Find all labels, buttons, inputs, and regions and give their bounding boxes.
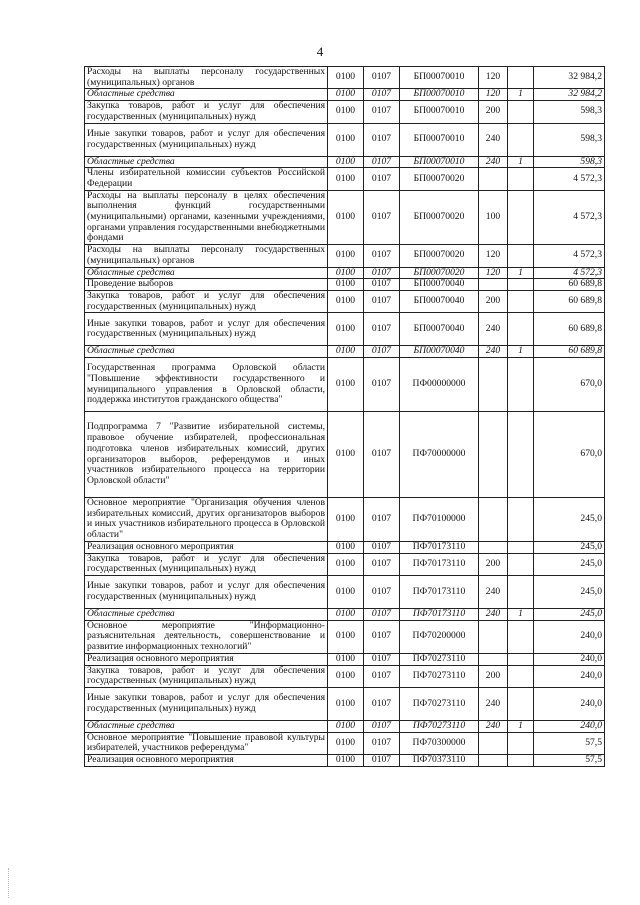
budget-table-body: [85, 67, 605, 767]
row-amount-cell: 245,0: [534, 498, 605, 542]
row-amount-cell: 245,0: [534, 553, 605, 575]
table-row: [85, 245, 605, 267]
row-name-cell: Областные средства: [85, 346, 328, 358]
row-flag-cell: [508, 101, 534, 123]
row-subsection-cell: 0107: [364, 665, 400, 687]
table-row: [85, 101, 605, 123]
row-article-cell: ПФ70373110: [400, 755, 479, 767]
row-amount-cell: 598,3: [534, 156, 605, 168]
table-row: [85, 608, 605, 620]
row-amount-cell: 4 572,3: [534, 168, 605, 190]
row-subsection-cell: 0107: [364, 89, 400, 101]
row-expense-type-cell: 240: [479, 575, 508, 608]
row-name-cell: Областные средства: [85, 156, 328, 168]
row-subsection-cell: 0107: [364, 168, 400, 190]
page-number: 4: [316, 44, 324, 59]
table-row: [85, 290, 605, 312]
row-section-cell: 0100: [328, 267, 364, 279]
row-amount-cell: 60 689,8: [534, 346, 605, 358]
table-row: [85, 346, 605, 358]
row-name-cell: Расходы на выплаты персоналу государственных (муниципальных) органов: [85, 67, 328, 89]
row-article-cell: ПФ70273110: [400, 653, 479, 665]
row-name-cell: Областные средства: [85, 267, 328, 279]
row-flag-cell: [508, 358, 534, 412]
table-row: [85, 755, 605, 767]
row-section-cell: 0100: [328, 358, 364, 412]
row-article-cell: БП00070040: [400, 290, 479, 312]
row-name-cell: Члены избирательной комиссии субъектов Российской Федерации: [85, 168, 328, 190]
row-name-cell: Закупка товаров, работ и услуг для обеспечения государственных (муниципальных) нужд: [85, 665, 328, 687]
row-amount-cell: 245,0: [534, 541, 605, 553]
row-name-cell: Основное мероприятие "Повышение правовой культуры избирателей, участников референдума": [85, 732, 328, 754]
row-expense-type-cell: [479, 358, 508, 412]
row-section-cell: 0100: [328, 498, 364, 542]
table-row: [85, 313, 605, 346]
row-name-cell: Государственная программа Орловской области "Повышение эффективности государственного и муниципального управления в Орловской области, поддержка институтов гражданского общества": [85, 358, 328, 412]
row-expense-type-cell: 200: [479, 553, 508, 575]
row-expense-type-cell: [479, 498, 508, 542]
row-article-cell: БП00070020: [400, 245, 479, 267]
row-flag-cell: [508, 123, 534, 156]
row-amount-cell: 60 689,8: [534, 313, 605, 346]
row-name-cell: Закупка товаров, работ и услуг для обеспечения государственных (муниципальных) нужд: [85, 101, 328, 123]
row-expense-type-cell: 200: [479, 665, 508, 687]
row-name-cell: Областные средства: [85, 608, 328, 620]
table-row: [85, 541, 605, 553]
table-row: [85, 575, 605, 608]
row-section-cell: 0100: [328, 620, 364, 653]
row-amount-cell: 245,0: [534, 608, 605, 620]
row-amount-cell: 60 689,8: [534, 290, 605, 312]
row-flag-cell: [508, 575, 534, 608]
row-section-cell: 0100: [328, 168, 364, 190]
row-expense-type-cell: [479, 168, 508, 190]
row-subsection-cell: 0107: [364, 412, 400, 498]
row-name-cell: Подпрограмма 7 "Развитие избирательной системы, правовое обучение избирателей, профессиональная подготовка членов избирательных комиссий, других организаторов выборов, референдумов и иных участников избирательного процесса на территории Орловской области": [85, 412, 328, 498]
row-article-cell: БП00070020: [400, 190, 479, 245]
row-expense-type-cell: 120: [479, 267, 508, 279]
row-expense-type-cell: [479, 732, 508, 754]
row-flag-cell: [508, 313, 534, 346]
table-row: [85, 653, 605, 665]
row-expense-type-cell: 240: [479, 156, 508, 168]
row-flag-cell: [508, 279, 534, 291]
row-subsection-cell: 0107: [364, 687, 400, 720]
table-row: [85, 279, 605, 291]
row-amount-cell: 670,0: [534, 412, 605, 498]
row-flag-cell: [508, 67, 534, 89]
row-name-cell: Расходы на выплаты персоналу в целях обеспечения выполнения функций государственными (муниципальными) органами, казенными учреждениями, органами управления государственными внебюджетными фондами: [85, 190, 328, 245]
budget-table: [84, 66, 605, 767]
row-flag-cell: [508, 168, 534, 190]
row-name-cell: Областные средства: [85, 89, 328, 101]
row-expense-type-cell: 240: [479, 313, 508, 346]
row-expense-type-cell: 240: [479, 608, 508, 620]
row-flag-cell: [508, 755, 534, 767]
row-article-cell: ПФ70273110: [400, 665, 479, 687]
row-expense-type-cell: 200: [479, 290, 508, 312]
row-subsection-cell: 0107: [364, 267, 400, 279]
row-subsection-cell: 0107: [364, 541, 400, 553]
row-flag-cell: 1: [508, 89, 534, 101]
row-amount-cell: 240,0: [534, 687, 605, 720]
row-amount-cell: 240,0: [534, 720, 605, 732]
row-expense-type-cell: 240: [479, 123, 508, 156]
table-row: [85, 89, 605, 101]
row-section-cell: 0100: [328, 665, 364, 687]
row-article-cell: БП00070040: [400, 279, 479, 291]
row-name-cell: Реализация основного мероприятия: [85, 653, 328, 665]
row-article-cell: БП00070010: [400, 89, 479, 101]
row-section-cell: 0100: [328, 190, 364, 245]
row-subsection-cell: 0107: [364, 620, 400, 653]
row-subsection-cell: 0107: [364, 101, 400, 123]
row-name-cell: Иные закупки товаров, работ и услуг для обеспечения государственных (муниципальных) нужд: [85, 123, 328, 156]
row-flag-cell: [508, 653, 534, 665]
table-row: [85, 156, 605, 168]
table-row: [85, 720, 605, 732]
row-flag-cell: 1: [508, 156, 534, 168]
row-article-cell: БП00070020: [400, 168, 479, 190]
row-expense-type-cell: 120: [479, 245, 508, 267]
row-article-cell: БП00070010: [400, 123, 479, 156]
table-row: [85, 687, 605, 720]
row-flag-cell: [508, 498, 534, 542]
row-subsection-cell: 0107: [364, 720, 400, 732]
row-expense-type-cell: 240: [479, 720, 508, 732]
row-section-cell: 0100: [328, 89, 364, 101]
row-expense-type-cell: [479, 412, 508, 498]
row-article-cell: ПФ70173110: [400, 608, 479, 620]
row-name-cell: Проведение выборов: [85, 279, 328, 291]
table-row: [85, 498, 605, 542]
row-expense-type-cell: [479, 653, 508, 665]
row-flag-cell: 1: [508, 346, 534, 358]
row-amount-cell: 240,0: [534, 665, 605, 687]
row-subsection-cell: 0107: [364, 346, 400, 358]
row-subsection-cell: 0107: [364, 313, 400, 346]
row-section-cell: 0100: [328, 290, 364, 312]
row-subsection-cell: 0107: [364, 553, 400, 575]
row-flag-cell: [508, 290, 534, 312]
row-name-cell: Иные закупки товаров, работ и услуг для обеспечения государственных (муниципальных) нужд: [85, 313, 328, 346]
row-name-cell: Иные закупки товаров, работ и услуг для обеспечения государственных (муниципальных) нужд: [85, 575, 328, 608]
row-article-cell: ПФ70200000: [400, 620, 479, 653]
row-section-cell: 0100: [328, 123, 364, 156]
row-expense-type-cell: [479, 755, 508, 767]
row-section-cell: 0100: [328, 755, 364, 767]
row-subsection-cell: 0107: [364, 156, 400, 168]
row-section-cell: 0100: [328, 553, 364, 575]
row-section-cell: 0100: [328, 732, 364, 754]
table-row: [85, 358, 605, 412]
row-subsection-cell: 0107: [364, 123, 400, 156]
row-amount-cell: 32 984,2: [534, 89, 605, 101]
scan-margin-marks: [8, 868, 13, 898]
row-subsection-cell: 0107: [364, 575, 400, 608]
row-name-cell: Основное мероприятие "Организация обучения членов избирательных комиссий, других организаторов выборов и иных участников избирательного процесса в Орловской области": [85, 498, 328, 542]
row-article-cell: ПФ70173110: [400, 575, 479, 608]
row-amount-cell: 4 572,3: [534, 245, 605, 267]
row-expense-type-cell: 100: [479, 190, 508, 245]
row-expense-type-cell: [479, 279, 508, 291]
row-subsection-cell: 0107: [364, 290, 400, 312]
row-name-cell: Расходы на выплаты персоналу государственных (муниципальных) органов: [85, 245, 328, 267]
row-section-cell: 0100: [328, 608, 364, 620]
row-name-cell: Закупка товаров, работ и услуг для обеспечения государственных (муниципальных) нужд: [85, 290, 328, 312]
row-name-cell: Иные закупки товаров, работ и услуг для обеспечения государственных (муниципальных) нужд: [85, 687, 328, 720]
row-section-cell: 0100: [328, 156, 364, 168]
row-amount-cell: 670,0: [534, 358, 605, 412]
table-row: [85, 665, 605, 687]
row-amount-cell: 32 984,2: [534, 67, 605, 89]
row-article-cell: ПФ70100000: [400, 498, 479, 542]
row-flag-cell: [508, 620, 534, 653]
row-name-cell: Реализация основного мероприятия: [85, 541, 328, 553]
row-section-cell: 0100: [328, 575, 364, 608]
table-row: [85, 190, 605, 245]
row-section-cell: 0100: [328, 687, 364, 720]
row-subsection-cell: 0107: [364, 358, 400, 412]
row-subsection-cell: 0107: [364, 279, 400, 291]
row-section-cell: 0100: [328, 313, 364, 346]
row-amount-cell: 598,3: [534, 123, 605, 156]
row-article-cell: ПФ00000000: [400, 358, 479, 412]
row-article-cell: БП00070040: [400, 346, 479, 358]
row-flag-cell: 1: [508, 720, 534, 732]
table-row: [85, 123, 605, 156]
row-amount-cell: 240,0: [534, 653, 605, 665]
table-row: [85, 67, 605, 89]
row-section-cell: 0100: [328, 346, 364, 358]
row-section-cell: 0100: [328, 245, 364, 267]
row-section-cell: 0100: [328, 653, 364, 665]
row-article-cell: ПФ70173110: [400, 541, 479, 553]
table-row: [85, 732, 605, 754]
table-row: [85, 553, 605, 575]
row-subsection-cell: 0107: [364, 67, 400, 89]
row-flag-cell: 1: [508, 608, 534, 620]
table-row: [85, 620, 605, 653]
table-row: [85, 267, 605, 279]
row-article-cell: БП00070040: [400, 313, 479, 346]
table-row: [85, 168, 605, 190]
row-flag-cell: [508, 732, 534, 754]
row-expense-type-cell: 120: [479, 67, 508, 89]
row-subsection-cell: 0107: [364, 190, 400, 245]
row-name-cell: Областные средства: [85, 720, 328, 732]
row-subsection-cell: 0107: [364, 732, 400, 754]
row-section-cell: 0100: [328, 412, 364, 498]
row-flag-cell: [508, 190, 534, 245]
row-section-cell: 0100: [328, 279, 364, 291]
row-flag-cell: [508, 541, 534, 553]
row-article-cell: БП00070010: [400, 101, 479, 123]
row-article-cell: ПФ70273110: [400, 687, 479, 720]
row-amount-cell: 4 572,3: [534, 267, 605, 279]
row-name-cell: Закупка товаров, работ и услуг для обеспечения государственных (муниципальных) нужд: [85, 553, 328, 575]
row-amount-cell: 4 572,3: [534, 190, 605, 245]
row-section-cell: 0100: [328, 67, 364, 89]
row-article-cell: ПФ70000000: [400, 412, 479, 498]
row-flag-cell: [508, 553, 534, 575]
table-row: [85, 412, 605, 498]
row-amount-cell: 598,3: [534, 101, 605, 123]
row-expense-type-cell: 200: [479, 101, 508, 123]
row-amount-cell: 245,0: [534, 575, 605, 608]
row-subsection-cell: 0107: [364, 608, 400, 620]
row-subsection-cell: 0107: [364, 245, 400, 267]
row-amount-cell: 57,5: [534, 732, 605, 754]
row-article-cell: БП00070010: [400, 156, 479, 168]
row-article-cell: БП00070010: [400, 67, 479, 89]
row-flag-cell: [508, 245, 534, 267]
row-article-cell: БП00070020: [400, 267, 479, 279]
row-flag-cell: 1: [508, 267, 534, 279]
row-flag-cell: [508, 687, 534, 720]
row-article-cell: ПФ70173110: [400, 553, 479, 575]
row-amount-cell: 57,5: [534, 755, 605, 767]
row-section-cell: 0100: [328, 101, 364, 123]
row-flag-cell: [508, 412, 534, 498]
row-subsection-cell: 0107: [364, 653, 400, 665]
row-expense-type-cell: [479, 541, 508, 553]
row-name-cell: Основное мероприятие "Информационно-разъяснительная деятельность, совершенствование и развитие информационных технологий": [85, 620, 328, 653]
row-article-cell: ПФ70273110: [400, 720, 479, 732]
row-section-cell: 0100: [328, 720, 364, 732]
row-flag-cell: [508, 665, 534, 687]
row-article-cell: ПФ70300000: [400, 732, 479, 754]
row-subsection-cell: 0107: [364, 755, 400, 767]
row-expense-type-cell: [479, 620, 508, 653]
row-subsection-cell: 0107: [364, 498, 400, 542]
row-section-cell: 0100: [328, 541, 364, 553]
row-name-cell: Реализация основного мероприятия: [85, 755, 328, 767]
row-expense-type-cell: 120: [479, 89, 508, 101]
row-amount-cell: 240,0: [534, 620, 605, 653]
row-amount-cell: 60 689,8: [534, 279, 605, 291]
row-expense-type-cell: 240: [479, 346, 508, 358]
row-expense-type-cell: 240: [479, 687, 508, 720]
